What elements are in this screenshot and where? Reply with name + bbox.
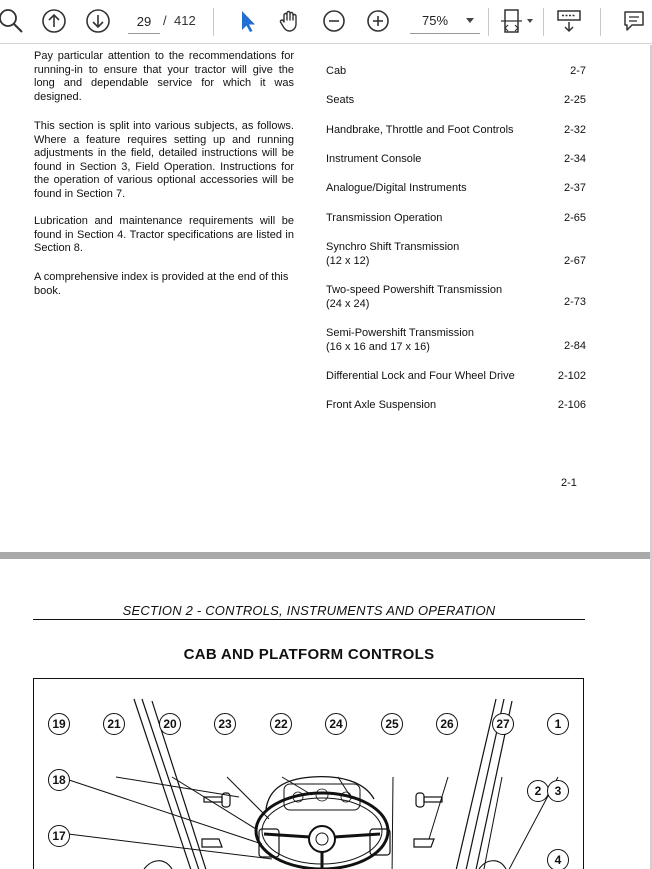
toc-title: Transmission Operation — [326, 212, 443, 224]
callout-20: 20 — [159, 713, 181, 735]
comment-icon[interactable] — [619, 6, 649, 36]
toc-title — [326, 284, 502, 311]
toc-page: 2-34 — [563, 153, 586, 165]
callout-19: 19 — [48, 713, 70, 735]
toc-title: Instrument Console — [326, 153, 422, 165]
toc-page: 2-67 — [563, 255, 586, 267]
fit-page-icon[interactable] — [498, 6, 538, 36]
callout-23: 23 — [214, 713, 236, 735]
toc-title-line1: Two-speed Powershift Transmission — [326, 284, 503, 296]
chevron-down-icon — [466, 18, 474, 23]
toc-page: 2-73 — [563, 296, 586, 308]
read-aloud-icon[interactable] — [554, 6, 584, 36]
zoom-value: 75% — [422, 13, 449, 28]
callout-25: 25 — [381, 713, 403, 735]
page-down-icon[interactable] — [83, 6, 113, 36]
toc-title: Cab — [326, 65, 347, 77]
toc-title — [326, 327, 474, 354]
toc-title: Analogue/Digital Instruments — [326, 182, 467, 194]
toc-page: 2-102 — [557, 370, 586, 382]
callout-24: 24 — [325, 713, 347, 735]
toc-title-line2: (24 x 24) — [326, 297, 370, 310]
callout-1: 1 — [547, 713, 569, 735]
document-viewer[interactable] — [0, 45, 652, 869]
toc-title: Handbrake, Throttle and Foot Controls — [326, 124, 514, 136]
toolbar-divider — [488, 8, 489, 36]
intro-paragraph-lubrication: Lubrication and maintenance requirements will be found in Section 4. Tractor specifications are listed in Section 8. — [34, 215, 294, 254]
callout-2: 2 — [527, 780, 549, 802]
toc-title: Front Axle Suspension — [326, 399, 437, 411]
zoom-out-icon[interactable] — [319, 6, 349, 36]
toc-page: 2-65 — [563, 212, 586, 224]
toc-page: 2-37 — [563, 182, 586, 194]
callout-3: 3 — [547, 780, 569, 802]
toc-page: 2-32 — [563, 124, 586, 136]
toc-title-line1: Synchro Shift Transmission — [326, 241, 460, 253]
cab-controls-illustration — [34, 679, 584, 869]
intro-paragraph-index: A comprehensive index is provided at the end of this book. — [34, 271, 289, 297]
pdf-toolbar — [0, 0, 652, 44]
toolbar-divider — [543, 8, 544, 36]
grab-handles — [204, 793, 442, 807]
toc-page: 2-84 — [563, 340, 586, 352]
zoom-dropdown[interactable] — [410, 8, 480, 34]
callout-27: 27 — [492, 713, 514, 735]
toc-title — [326, 241, 459, 268]
toc-page: 2-25 — [563, 94, 586, 106]
select-cursor-icon[interactable] — [232, 6, 262, 36]
section-heading-rule — [33, 619, 585, 620]
toc-page: 2-7 — [570, 65, 586, 77]
toc-title-line2: (16 x 16 and 17 x 16) — [326, 340, 430, 353]
intro-paragraph-sections: This section is split into various subjects, as follows. Where a feature requires setting up and running adjustments in the field, detailed instructions will be found in Section 3, Field Operation. Instructions for the operation of various optional accessories will be found in Section 7. — [34, 120, 294, 200]
zoom-in-icon[interactable] — [363, 6, 393, 36]
toc-title-line1: Semi-Powershift Transmission — [326, 327, 474, 339]
section-heading: SECTION 2 - CONTROLS, INSTRUMENTS AND OPERATION — [122, 603, 496, 618]
toolbar-divider — [600, 8, 601, 36]
callout-17: 17 — [48, 825, 70, 847]
callout-22: 22 — [270, 713, 292, 735]
intro-paragraph-running-in: Pay particular attention to the recommendations for running-in to ensure that your tractor will give the long and dependable service for which it was designed. — [34, 50, 294, 103]
toc-title: Seats — [326, 94, 355, 106]
page-up-icon[interactable] — [39, 6, 69, 36]
toolbar-divider — [213, 8, 214, 36]
search-icon[interactable] — [0, 6, 26, 36]
callout-26: 26 — [436, 713, 458, 735]
page-total: 412 — [174, 13, 196, 28]
toc-title: Differential Lock and Four Wheel Drive — [326, 370, 515, 382]
callout-4: 4 — [547, 849, 569, 869]
hand-tool-icon[interactable] — [275, 6, 305, 36]
page-title: CAB AND PLATFORM CONTROLS — [183, 646, 435, 663]
toc-page: 2-106 — [557, 399, 586, 411]
callout-21: 21 — [103, 713, 125, 735]
callout-18: 18 — [48, 769, 70, 791]
toc-title-line2: (12 x 12) — [326, 254, 370, 267]
steering-hub — [309, 826, 335, 852]
cab-controls-figure — [33, 678, 584, 869]
page-separator-gap — [0, 552, 652, 559]
page-number-input[interactable] — [128, 9, 160, 34]
page-footer-number: 2-1 — [561, 477, 577, 489]
page-separator: / — [163, 13, 167, 28]
